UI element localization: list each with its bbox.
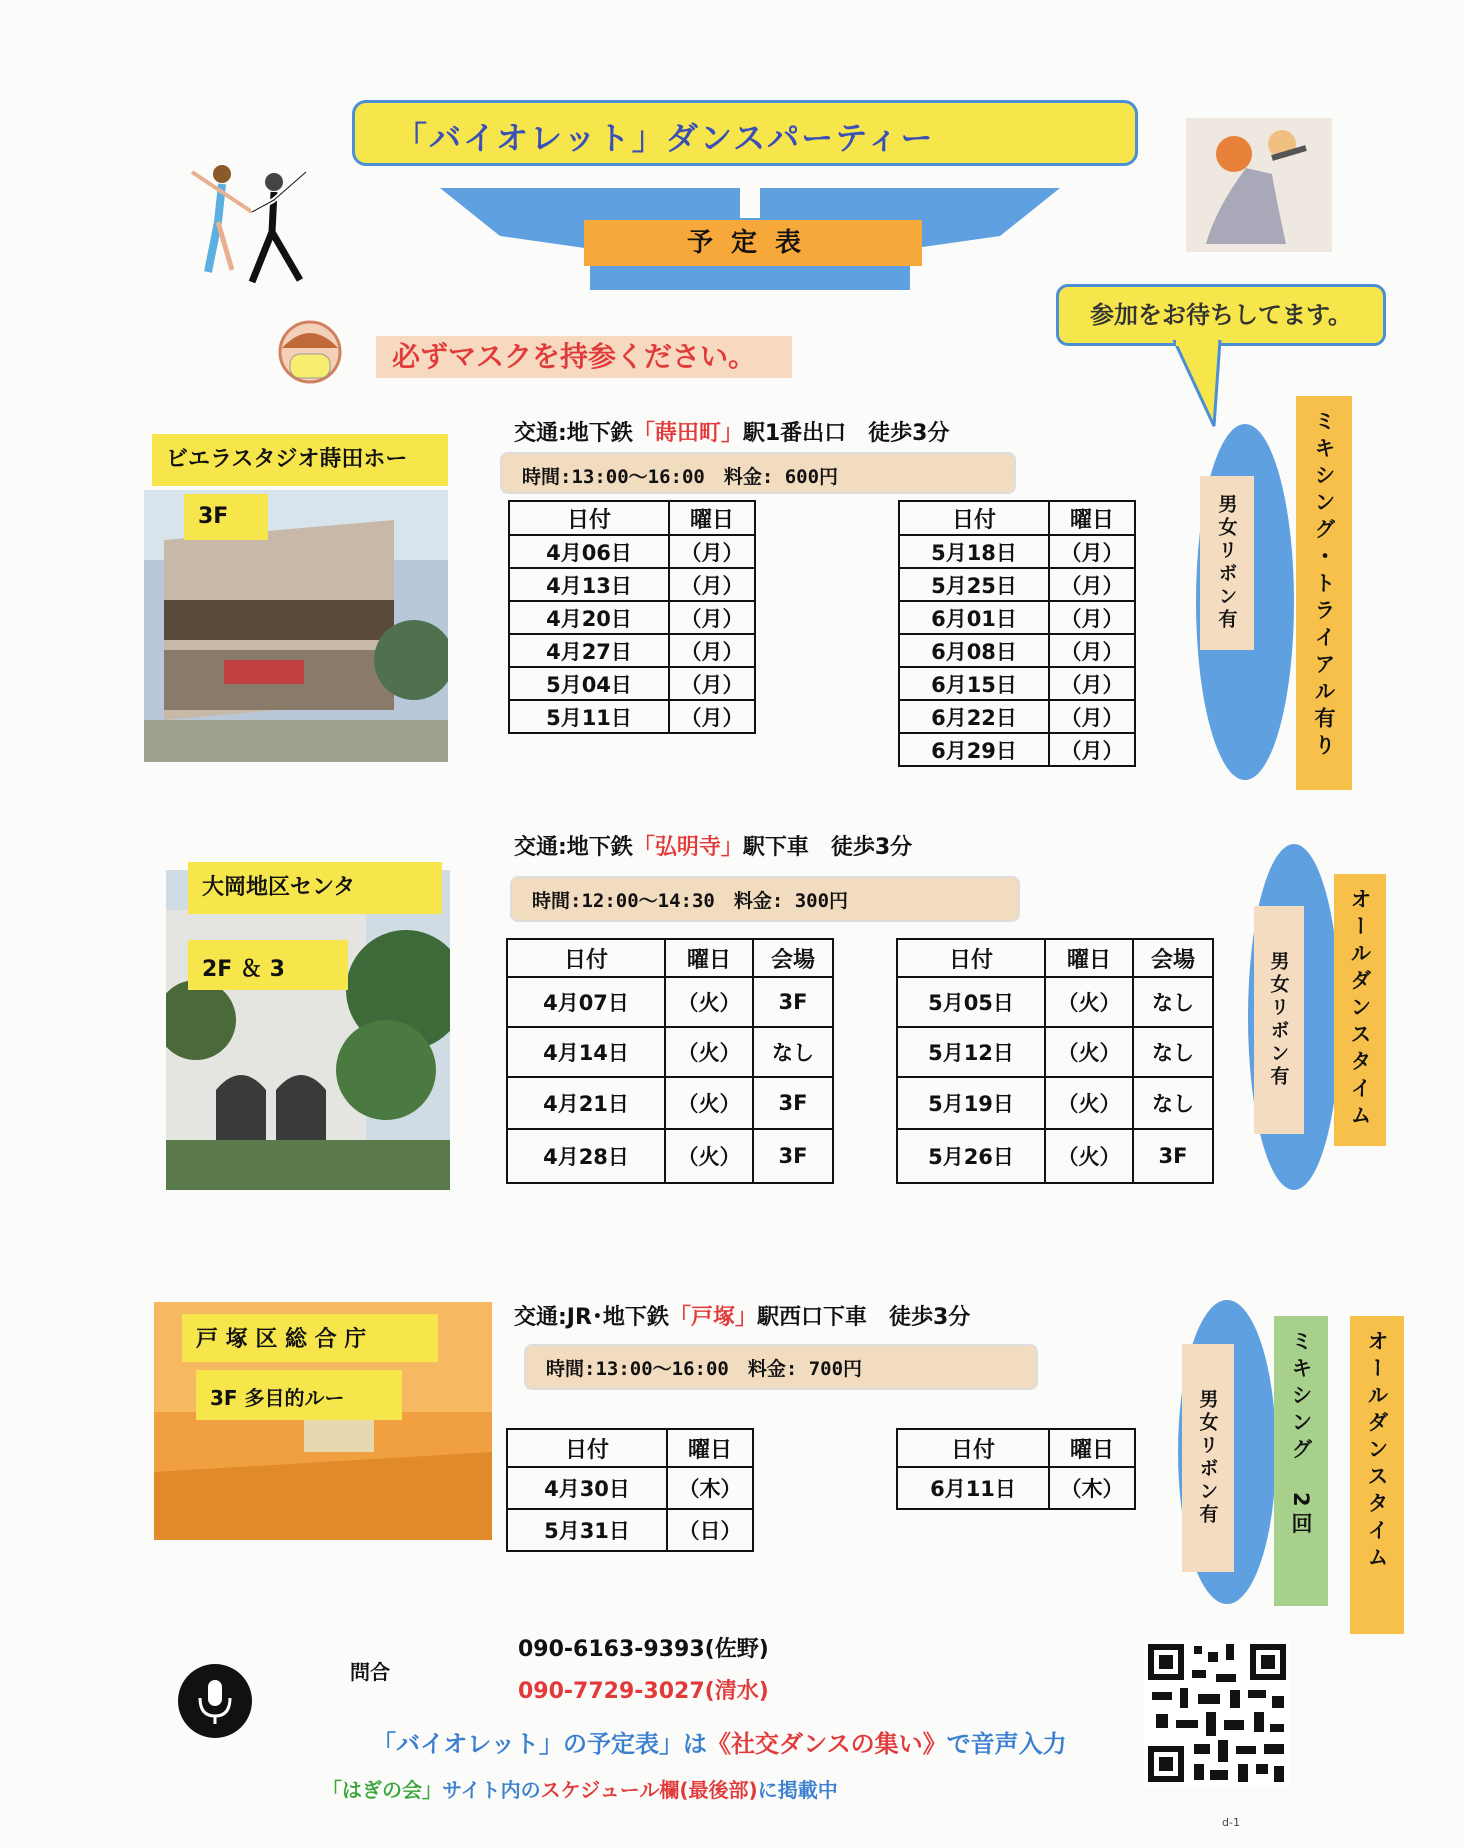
page-code: d-1	[1222, 1816, 1240, 1829]
footer-site-name: 「はぎの会」	[322, 1778, 442, 1802]
table-row	[509, 535, 755, 568]
day-cell: （火）	[1045, 1027, 1133, 1077]
date-cell: 5月04日	[509, 667, 669, 700]
date-cell: 4月30日	[507, 1467, 667, 1509]
header-date: 日付	[507, 1429, 667, 1467]
date-cell: 4月20日	[509, 601, 669, 634]
table-row	[899, 634, 1135, 667]
venue3-floor: 3F 多目的ルー	[196, 1370, 402, 1420]
venue-cell: なし	[753, 1027, 833, 1077]
dancers-icon	[182, 152, 322, 292]
date-cell: 5月31日	[507, 1509, 667, 1551]
date-cell: 6月15日	[899, 667, 1049, 700]
day-cell: （木）	[1049, 1467, 1135, 1509]
bubble-tail	[1170, 340, 1240, 430]
venue-cell: なし	[1133, 1027, 1213, 1077]
date-cell: 4月14日	[507, 1027, 665, 1077]
date-cell: 5月19日	[897, 1077, 1045, 1129]
day-cell: （月）	[669, 601, 755, 634]
date-cell: 4月07日	[507, 977, 665, 1027]
day-cell: （月）	[1049, 601, 1135, 634]
venue3-time-fee: 時間:13:00～16:00 料金: 700円	[524, 1344, 1038, 1390]
table-row	[509, 601, 755, 634]
header-date: 日付	[897, 1429, 1049, 1467]
table-row	[507, 1467, 753, 1509]
day-cell: （月）	[1049, 535, 1135, 568]
venue1-ribbon-note: 男女リボン有	[1200, 476, 1254, 650]
venue2-time-fee: 時間:12:00～14:30 料金: 300円	[510, 876, 1020, 922]
day-cell: （日）	[667, 1509, 753, 1551]
footer-text: サイト内の	[442, 1778, 541, 1802]
date-cell: 4月13日	[509, 568, 669, 601]
venue1-table-right	[898, 500, 1136, 767]
header-day: 曜日	[1049, 501, 1135, 535]
access-prefix: 交通:地下鉄	[514, 421, 633, 446]
venue3-side-note2: オールダンスタイム	[1350, 1316, 1404, 1634]
table-row	[509, 667, 755, 700]
masked-face-icon	[276, 318, 344, 388]
date-cell: 4月28日	[507, 1129, 665, 1183]
mask-notice: 必ずマスクを持参ください。	[376, 336, 792, 378]
venue-cell: なし	[1133, 1077, 1213, 1129]
venue3-table-right	[896, 1428, 1136, 1510]
table-row	[507, 1077, 833, 1129]
date-cell: 6月22日	[899, 700, 1049, 733]
venue2-table-right	[896, 938, 1214, 1184]
day-cell: （月）	[1049, 700, 1135, 733]
footer-text: で音声入力	[946, 1730, 1067, 1758]
day-cell: （火）	[1045, 1129, 1133, 1183]
venue2-side-note: オールダンスタイム	[1334, 874, 1386, 1146]
day-cell: （月）	[669, 667, 755, 700]
table-row	[509, 700, 755, 733]
footer-voice-input	[372, 1724, 1067, 1759]
day-cell: （火）	[665, 1027, 753, 1077]
venue3-name: 戸 塚 区 総 合 庁	[182, 1314, 438, 1362]
date-cell: 5月26日	[897, 1129, 1045, 1183]
date-cell: 6月01日	[899, 601, 1049, 634]
microphone-icon[interactable]	[178, 1664, 252, 1738]
header-day: 曜日	[1045, 939, 1133, 977]
table-row	[899, 601, 1135, 634]
venue2-ribbon-note: 男女リボン有	[1254, 906, 1304, 1134]
access-station: 「弘明寺」	[632, 835, 743, 860]
table-row	[897, 1467, 1135, 1509]
contact-label: 問合	[350, 1660, 390, 1684]
footer-section: スケジュール欄(最後部)	[540, 1778, 758, 1802]
day-cell: （月）	[669, 700, 755, 733]
venue2-access	[514, 830, 912, 861]
day-cell: （火）	[665, 977, 753, 1027]
date-cell: 5月05日	[897, 977, 1045, 1027]
day-cell: （火）	[665, 1129, 753, 1183]
day-cell: （火）	[1045, 977, 1133, 1027]
page-title: 「バイオレット」ダンスパーティー	[352, 100, 1138, 166]
date-cell: 4月06日	[509, 535, 669, 568]
venue-cell: 3F	[753, 977, 833, 1027]
access-station: 「蒔田町」	[632, 421, 743, 446]
day-cell: （木）	[667, 1467, 753, 1509]
venue-cell: 3F	[1133, 1129, 1213, 1183]
dancing-couple-icon	[1186, 118, 1332, 252]
table-row	[899, 568, 1135, 601]
table-row	[509, 634, 755, 667]
date-cell: 5月18日	[899, 535, 1049, 568]
header-venue: 会場	[1133, 939, 1213, 977]
qr-code-icon[interactable]	[1144, 1640, 1290, 1786]
table-row	[507, 977, 833, 1027]
footer-keyword: 《社交ダンスの集い》	[707, 1730, 947, 1758]
date-cell: 5月25日	[899, 568, 1049, 601]
venue-cell: 3F	[753, 1129, 833, 1183]
header-day: 曜日	[669, 501, 755, 535]
day-cell: （月）	[1049, 667, 1135, 700]
venue3-access	[514, 1300, 970, 1331]
table-row	[509, 568, 755, 601]
access-prefix: 交通:地下鉄	[514, 835, 633, 860]
access-suffix: 駅下車 徒歩3分	[742, 835, 913, 860]
venue2-table-left	[506, 938, 834, 1184]
venue-cell: 3F	[753, 1077, 833, 1129]
table-row	[899, 733, 1135, 766]
table-row	[899, 700, 1135, 733]
header-venue: 会場	[753, 939, 833, 977]
day-cell: （火）	[665, 1077, 753, 1129]
venue3-table-left	[506, 1428, 754, 1552]
access-station: 「戸塚」	[668, 1305, 757, 1330]
table-row	[899, 535, 1135, 568]
table-row	[899, 667, 1135, 700]
header-date: 日付	[899, 501, 1049, 535]
contact-phone1: 090-6163-9393(佐野)	[518, 1637, 769, 1662]
venue1-name: ビエラスタジオ蒔田ホー	[152, 434, 448, 486]
table-row	[897, 1027, 1213, 1077]
table-row	[507, 1129, 833, 1183]
venue1-time-fee: 時間:13:00～16:00 料金: 600円	[500, 452, 1016, 494]
date-cell: 5月12日	[897, 1027, 1045, 1077]
table-row	[897, 1129, 1213, 1183]
access-suffix: 駅1番出口 徒歩3分	[742, 421, 950, 446]
venue1-table-left	[508, 500, 756, 734]
venue2-photo	[166, 870, 450, 1190]
venue2-floor: 2F ＆ 3	[188, 940, 348, 990]
venue1-access	[514, 416, 949, 447]
table-row	[897, 977, 1213, 1027]
header-day: 曜日	[667, 1429, 753, 1467]
day-cell: （火）	[1045, 1077, 1133, 1129]
date-cell: 6月11日	[897, 1467, 1049, 1509]
footer-text: 「バイオレット」の予定表」は	[372, 1730, 708, 1758]
venue3-side-note: ミキシング 2回	[1274, 1316, 1328, 1606]
header-date: 日付	[897, 939, 1045, 977]
day-cell: （月）	[1049, 733, 1135, 766]
header-day: 曜日	[665, 939, 753, 977]
venue1-side-note: ミキシング・トライアル有り	[1296, 396, 1352, 790]
header-date: 日付	[509, 501, 669, 535]
footer-site-note	[322, 1774, 838, 1803]
schedule-subtitle: 予定表	[584, 220, 922, 266]
day-cell: （月）	[1049, 634, 1135, 667]
footer-text: に掲載中	[757, 1778, 838, 1802]
day-cell: （月）	[669, 535, 755, 568]
date-cell: 4月21日	[507, 1077, 665, 1129]
date-cell: 6月08日	[899, 634, 1049, 667]
access-suffix: 駅西口下車 徒歩3分	[756, 1305, 971, 1330]
day-cell: （月）	[669, 568, 755, 601]
day-cell: （月）	[669, 634, 755, 667]
date-cell: 4月27日	[509, 634, 669, 667]
day-cell: （月）	[1049, 568, 1135, 601]
date-cell: 6月29日	[899, 733, 1049, 766]
venue-cell: なし	[1133, 977, 1213, 1027]
venue1-floor: 3F	[184, 494, 268, 540]
header-date: 日付	[507, 939, 665, 977]
table-row	[897, 1077, 1213, 1129]
venue3-ribbon-note: 男女リボン有	[1182, 1344, 1234, 1572]
venue2-name: 大岡地区センタ	[188, 862, 442, 914]
table-row	[507, 1509, 753, 1551]
header-day: 曜日	[1049, 1429, 1135, 1467]
welcome-bubble: 参加をお待ちしてます。	[1056, 284, 1386, 346]
contact-phone2: 090-7729-3027(清水)	[518, 1679, 769, 1704]
access-prefix: 交通:JR･地下鉄	[514, 1305, 669, 1330]
date-cell: 5月11日	[509, 700, 669, 733]
table-row	[507, 1027, 833, 1077]
